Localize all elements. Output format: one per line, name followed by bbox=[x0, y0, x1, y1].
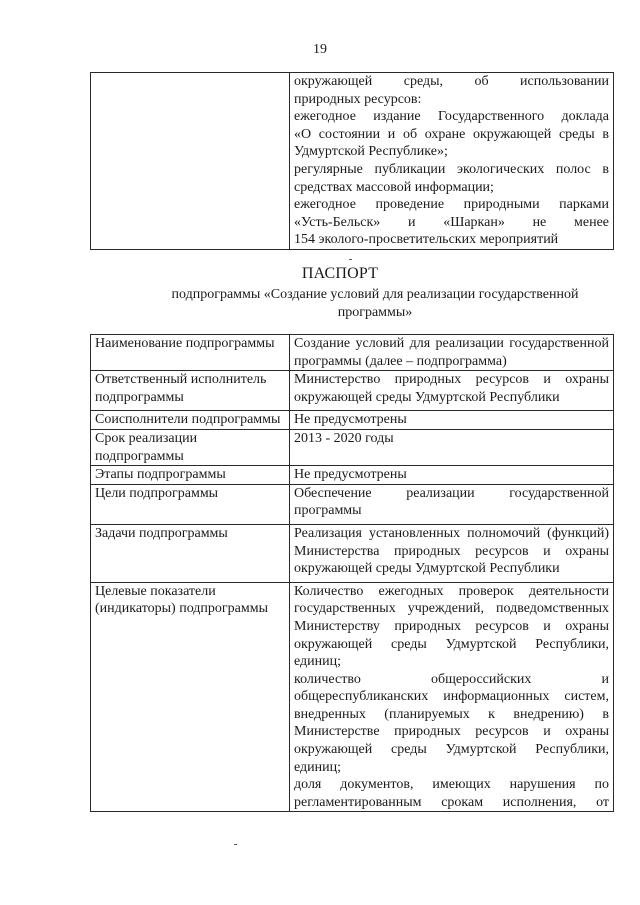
text-line: ежегодное издание Государственного доклада bbox=[294, 109, 609, 125]
table-row bbox=[91, 73, 614, 250]
table-row bbox=[91, 335, 614, 371]
scan-speck bbox=[349, 259, 352, 260]
row-label: Наименование подпрограммы bbox=[91, 335, 290, 371]
table-row bbox=[91, 466, 614, 485]
text-line: Удмуртской Республике»; bbox=[294, 144, 448, 160]
table-row bbox=[91, 524, 614, 582]
text-line: природных ресурсов: bbox=[294, 91, 422, 107]
value-paragraph: Количество ежегодных проверок деятельности государственных учреждений, подведомственных Министерству природных ресурсов и охраны окружающей среды Удмуртской Республики, единиц; bbox=[294, 583, 609, 670]
text-line: «О состоянии и об охране окружающей среды в bbox=[294, 126, 609, 142]
passport-title: ПАСПОРТ bbox=[301, 265, 379, 282]
text-line: 154 эколого-просветительских мероприятий bbox=[294, 232, 559, 248]
row-value: 2013 - 2020 годы bbox=[290, 429, 614, 465]
continuation-table bbox=[90, 72, 614, 250]
table-row bbox=[91, 429, 614, 465]
table-row bbox=[91, 371, 614, 411]
value-paragraph: количество общероссийских и общереспубликанских информационных систем, внедренных (планируемых к внедрению) в Министерстве природных ресурсов и охраны окружающей среды Удмуртской Республики, единиц; bbox=[294, 671, 609, 775]
text-line: ежегодное проведение природными парками bbox=[294, 197, 609, 213]
row-label: Этапы подпрограммы bbox=[91, 466, 290, 485]
row-value: Не предусмотрены bbox=[290, 466, 614, 485]
text-line: средствах массовой информации; bbox=[294, 179, 494, 195]
row-label: Целевые показатели (индикаторы) подпрограммы bbox=[91, 582, 290, 812]
row-label: Ответственный исполнитель подпрограммы bbox=[91, 371, 290, 411]
table-row bbox=[91, 411, 614, 430]
text-line: окружающей среды, об использовании bbox=[294, 74, 609, 89]
text-line: регулярные публикации экологических полос в bbox=[294, 161, 609, 177]
empty-cell bbox=[91, 73, 290, 250]
scan-speck bbox=[234, 844, 237, 845]
passport-subtitle: подпрограммы «Создание условий для реализации государственной программы» bbox=[171, 287, 579, 320]
table-row bbox=[91, 582, 614, 812]
row-value: Реализация установленных полномочий (функций) Министерства природных ресурсов и охраны окружающей среды Удмуртской Республики bbox=[290, 524, 614, 582]
row-value bbox=[290, 582, 614, 812]
text-line: «Усть-Бельск» и «Шаркан» не менее bbox=[294, 214, 609, 230]
continuation-text-cell bbox=[290, 73, 614, 250]
row-value: Обеспечение реализации государственной программы bbox=[290, 484, 614, 524]
row-label: Задачи подпрограммы bbox=[91, 524, 290, 582]
row-label: Срок реализации подпрограммы bbox=[91, 429, 290, 465]
row-label: Соисполнители подпрограммы bbox=[91, 411, 290, 430]
row-label: Цели подпрограммы bbox=[91, 484, 290, 524]
page-number: 19 bbox=[313, 42, 327, 57]
row-value: Создание условий для реализации государственной программы (далее – подпрограмма) bbox=[290, 335, 614, 371]
row-value: Не предусмотрены bbox=[290, 411, 614, 430]
passport-table bbox=[90, 334, 614, 812]
row-value: Министерство природных ресурсов и охраны окружающей среды Удмуртской Республики bbox=[290, 371, 614, 411]
table-row bbox=[91, 484, 614, 524]
value-paragraph: доля документов, имеющих нарушения по регламентированным срокам исполнения, от bbox=[294, 777, 609, 810]
